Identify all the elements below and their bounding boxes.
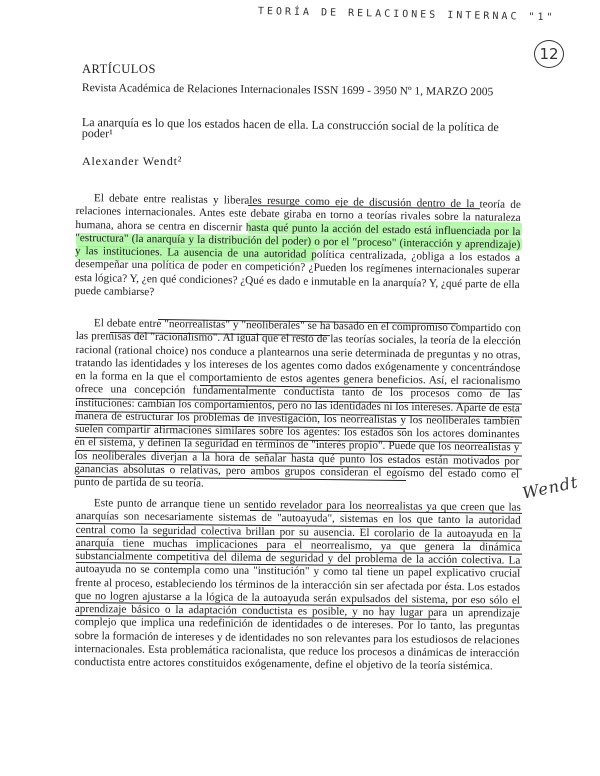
journal-citation: Revista Académica de Relaciones Internacionales ISSN 1699 - 3950 Nº 1, MARZO 2005 <box>81 82 494 99</box>
section-label: ARTÍCULOS <box>82 62 156 76</box>
paragraph-1-text: El debate entre realistas y liberales resurge como eje de discusión dentro de la teoría de relaciones internacionales. Antes este debate giraba en torno a teorías rivales sobre la naturaleza humana, ahora se centra en discernir hasta qué punto la acción del estado está influenciada por la "estructura" (la anarquía y la distribución del poder) o por el "proceso" (interacción y aprendizaje) y las instituciones. La ausencia de una autoridad política centralizada, ¿obliga a los estados a desempeñar una política de poder en competición? ¿Pueden los regímenes internacionales superar esta lógica? Y, ¿en qué condiciones? ¿Qué es dado e inmutable en la anarquía? Y, ¿qué parte de ella puede cambiarse? <box>74 192 521 298</box>
handwritten-margin-signature: Wendt <box>520 472 580 503</box>
handwritten-header-note: TEORÍA DE RELACIONES INTERNAC "1" <box>257 6 556 24</box>
paragraph-3-text: Este punto de arranque tiene un sentido revelador para los neorrealistas ya que creen que las anarquías son necesariamente sistemas de "autoayuda", sistemas en los que tanto la autoridad central como la seguridad colectiva brillan por su ausencia. El corolario de la autoayuda en la anarquía tiene muchas implicaciones para el neorrealismo, ya que genera la dinámica substancialmente competitiva del dilema de seguridad y del problema de la acción colectiva. La autoayuda no se contempla como una "institución" y como tal tiene un papel explicativo crucial frente al proceso, estableciendo los términos de la interacción sin ser afectada por ésta. Los estados que no logren ajustarse a la lógica de la autoayuda serán expulsados del sistema, por eso sólo el aprendizaje básico o la adaptación conductista es posible, y no hay lugar para un aprendizaje complejo que implica una redefinición de identidades o de intereses. Por lo tanto, las preguntas sobre la formación de intereses y de identidades no son relevantes para los estudiosos de relaciones internacionales. Esta problemática racionalista, que reduce los procesos a dinámicas de interacción conductista entre actores constituidos exógenamente, define el objetivo de la teoría sistémica. <box>74 497 521 673</box>
paragraph-2-text: El debate entre "neorrealistas" y "neoliberales" se ha basado en el compromiso compartido con las premisas del "racionalismo". Al igual que el resto de las teorías sociales, la teoría de la elección racional (rational choice) nos conduce a plantearnos una serie determinada de preguntas y no otras, tratando las identidades y los intereses de los agentes como dados exógenamente y concentrándose en la forma en la que el comportamiento de estos agentes genera beneficios. Así, el racionalismo ofrece una concepción fundamentalmente conductista tanto de los procesos como de las instituciones: cambian los comportamientos, pero no las identidades ni los intereses. Aparte de esta manera de estructurar los problemas de investigación, los neorrealistas y los neoliberales también suelen compartir afirmaciones similares sobre los agentes: los estados son los actores dominantes en el sistema, y definen la seguridad en términos de "interés propio". Puede que los neorrealistas y los neoliberales diverjan a la hora de señalar hasta qué punto los estados están motivados por ganancias absolutas o relativas, pero ambos grupos consideran el egoísmo del estado como el punto de partida de su teoría. <box>73 317 521 490</box>
article-title: La anarquía es lo que los estados hacen de ella. La construcción social de la política de poder¹ <box>81 115 499 141</box>
article-author: Alexander Wendt² <box>82 154 183 168</box>
paragraph-1 <box>74 192 521 305</box>
handwritten-page-number: 12 <box>534 40 564 68</box>
